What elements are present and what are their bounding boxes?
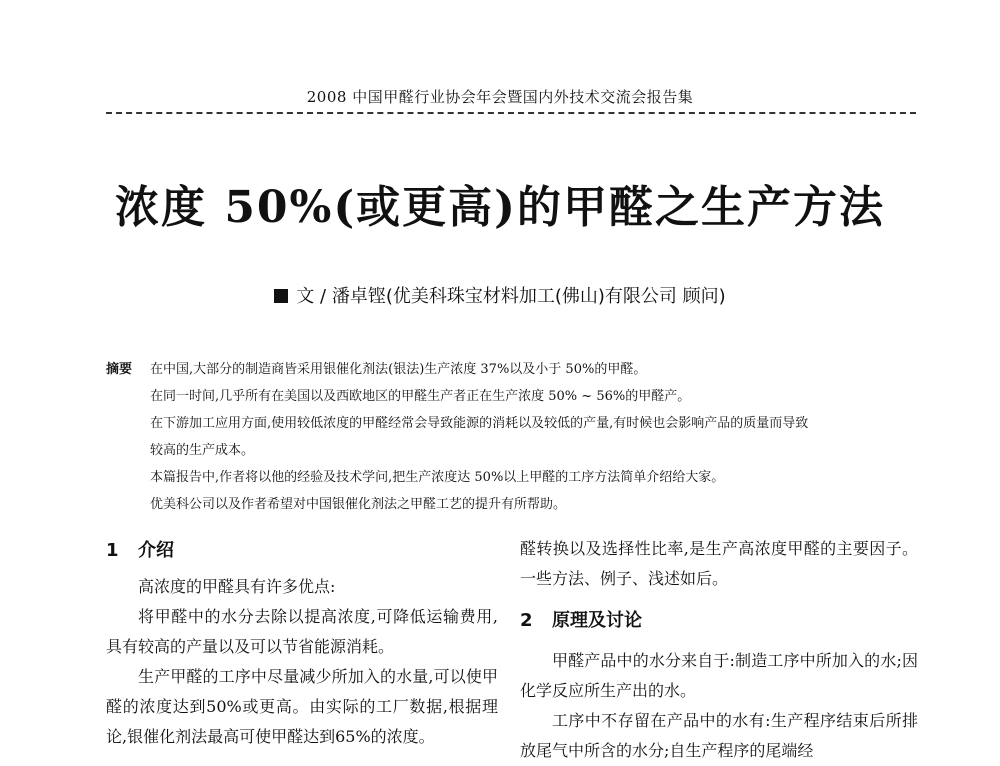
abstract-line: 较高的生产成本。 xyxy=(150,443,255,458)
paragraph: 将甲醛中的水分去除以提高浓度,可降低运输费用,具有较高的产量以及可以节省能源消耗。 xyxy=(106,607,498,656)
section-title: 原理及讨论 xyxy=(552,610,642,631)
abstract-line: 在下游加工应用方面,使用较低浓度的甲醛经常会导致能源的消耗以及较低的产量,有时候也会影响产品的质量而导致 xyxy=(150,416,809,431)
paragraph-continuation: 醛转换以及选择性比率,是生产高浓度甲醛的主要因子。一些方法、例子、浅述如后。 xyxy=(520,539,918,588)
paragraph: 高浓度的甲醛具有许多优点: xyxy=(138,577,336,596)
article-title: 浓度 50%(或更高)的甲醛之生产方法 xyxy=(115,182,885,233)
abstract xyxy=(106,356,920,518)
abstract-label: 摘要 xyxy=(106,362,133,377)
section-number: 2 xyxy=(520,610,533,631)
abstract-line: 在同一时间,几乎所有在美国以及西欧地区的甲醛生产者正在生产浓度 50% ~ 56%的甲醛产。 xyxy=(150,389,691,404)
header-rule xyxy=(106,112,916,114)
bullet-square-icon xyxy=(274,289,288,303)
abstract-lines xyxy=(150,356,920,518)
abstract-line: 优美科公司以及作者希望对中国银催化剂法之甲醛工艺的提升有所帮助。 xyxy=(150,497,567,512)
left-column xyxy=(106,534,498,752)
section-number: 1 xyxy=(106,540,119,561)
paragraph: 工序中不存留在产品中的水有:生产程序结束后所排放尾气中所含的水分;自生产程序的尾端经 xyxy=(520,711,918,760)
paragraph: 甲醛产品中的水分来自于:制造工序中所加入的水;因化学反应所生产出的水。 xyxy=(520,651,918,700)
abstract-line: 在中国,大部分的制造商皆采用银催化剂法(银法)生产浓度 37%以及小于 50%的甲醛。 xyxy=(150,362,647,377)
running-head: 2008 中国甲醛行业协会年会暨国内外技术交流会报告集 xyxy=(306,88,694,106)
abstract-line: 本篇报告中,作者将以他的经验及技术学问,把生产浓度达 50%以上甲醛的工序方法简单介绍给大家。 xyxy=(150,470,725,485)
byline-text: 文 / 潘卓铿(优美科珠宝材料加工(佛山)有限公司 顾问) xyxy=(296,286,726,307)
section-heading xyxy=(520,604,918,638)
section-title: 介绍 xyxy=(138,540,174,561)
paragraph: 生产甲醛的工序中尽量减少所加入的水量,可以使甲醛的浓度达到50%或更高。由实际的工厂数据,根据理论,银催化剂法最高可使甲醛达到65%的浓度。 xyxy=(106,667,498,746)
section-heading xyxy=(106,534,498,568)
right-column xyxy=(520,534,918,766)
byline xyxy=(0,282,1000,308)
